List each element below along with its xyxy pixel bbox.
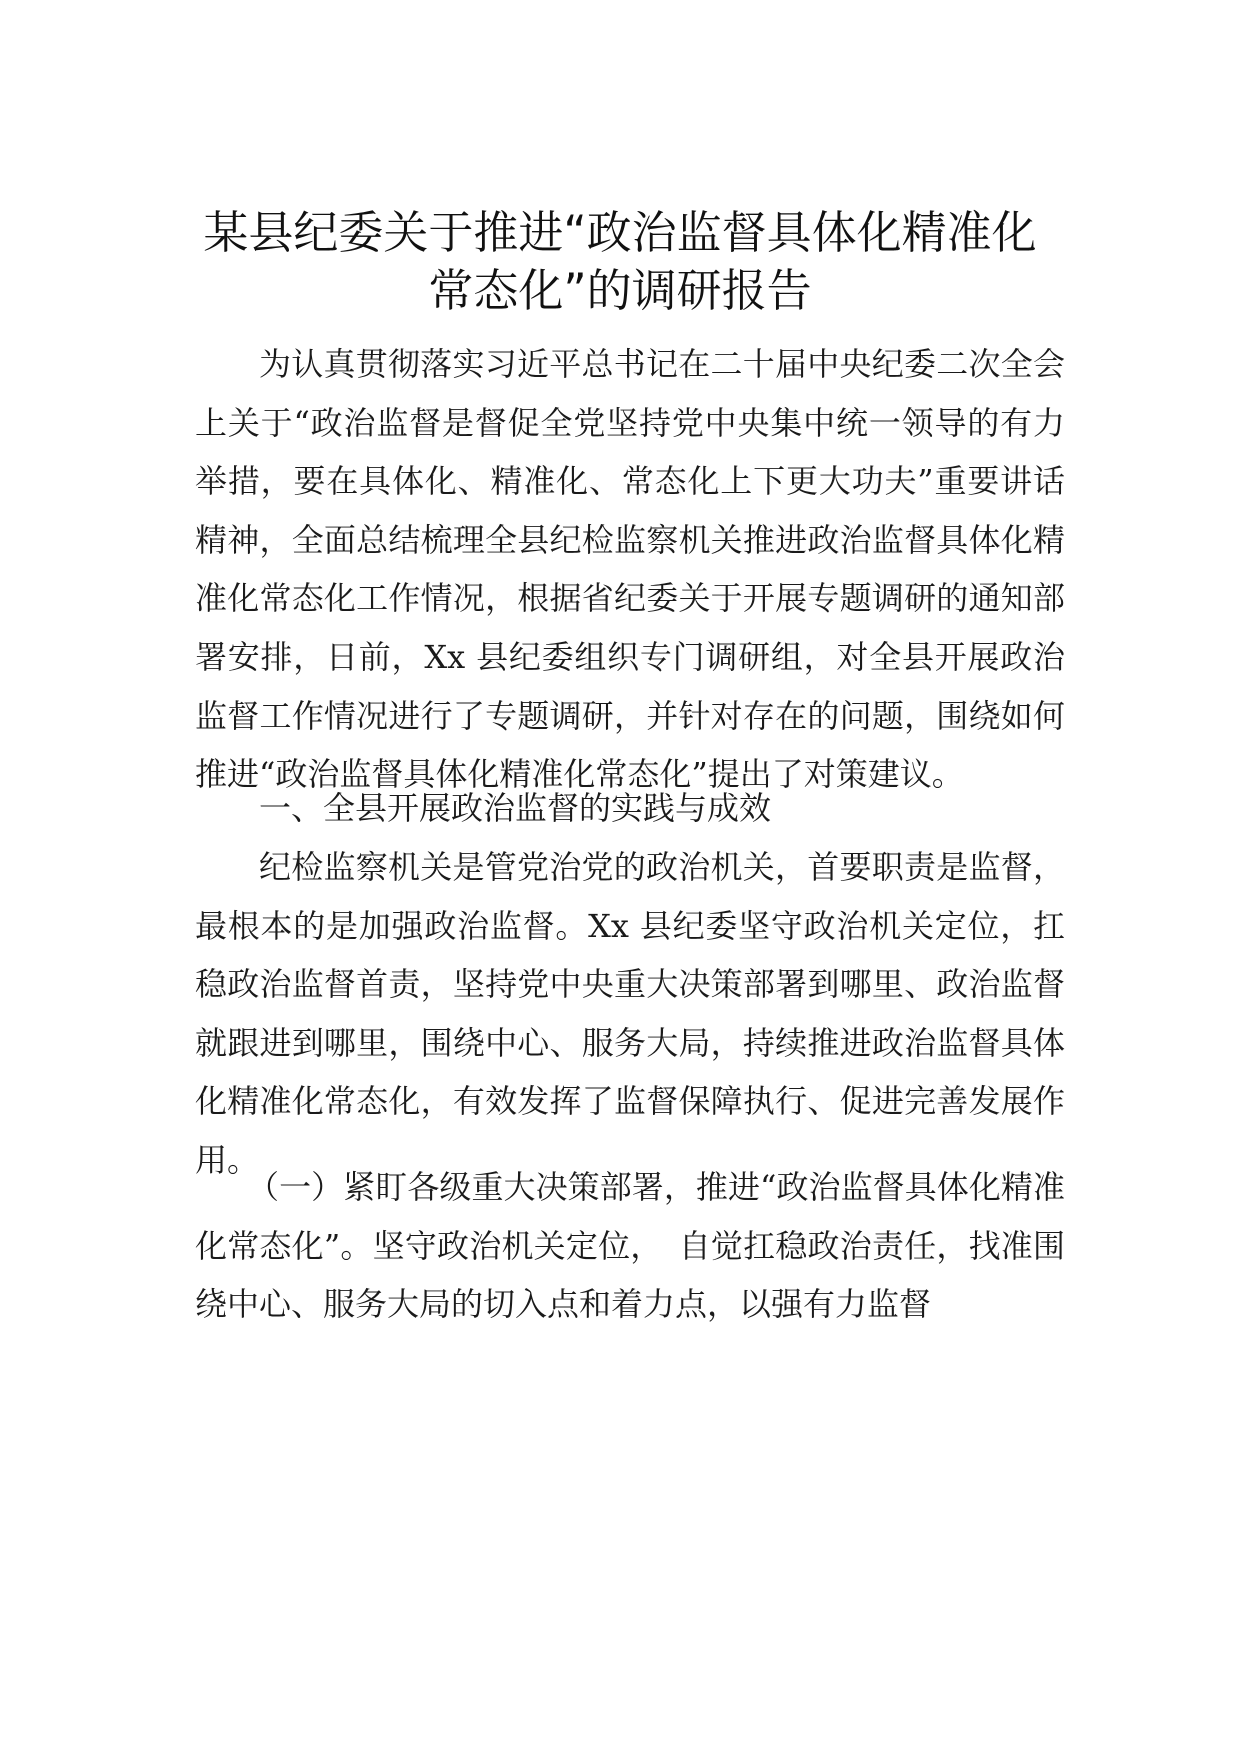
section-1-heading: 一、全县开展政治监督的实践与成效 [259,789,772,827]
intro-paragraph: 为认真贯彻落实习近平总书记在二十届中央纪委二次全会上关于“政治监督是督促全党坚持党中央集中统一领导的有力举措，要在具体化、精准化、常态化上下更大功夫”重要讲话精神，全面总结梳理全县纪检监察机关推进政治监督具体化精准化常态化工作情况，根据省纪委关于开展专题调研的通知部署安排，日前，Xx 县纪委组织专门调研组，对全县开展政治监督工作情况进行了专题调研，并针对存在的问题，围绕如何推进“政治监督具体化精准化常态化”提出了对策建议。 [195,345,1065,794]
subsection-1-paragraph: （一）紧盯各级重大决策部署，推进“政治监督具体化精准化常态化”。坚守政治机关定位， 自觉扛稳政治责任，找准围绕中心、服务大局的切入点和着力点，以强有力监督 [195,1168,1065,1324]
document-title-line-1: 某县纪委关于推进“政治监督具体化精准化 [203,206,1037,259]
document-title-line-2: 常态化”的调研报告 [428,264,812,317]
section-1-paragraph: 纪检监察机关是管党治党的政治机关，首要职责是监督，最根本的是加强政治监督。Xx 县纪委坚守政治机关定位，扛稳政治监督首责，坚持党中央重大决策部署到哪里、政治监督就跟进到哪里，围绕中心、服务大局，持续推进政治监督具体化精准化常态化，有效发挥了监督保障执行、促进完善发展作用。 [195,848,1065,1179]
